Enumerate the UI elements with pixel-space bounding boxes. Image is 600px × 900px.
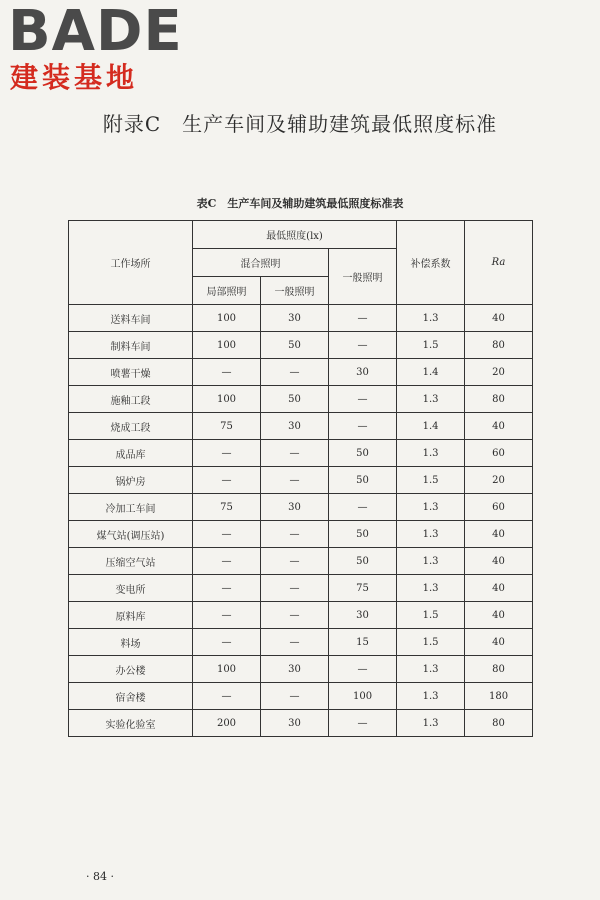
table-row [69,602,533,629]
table-row [69,494,533,521]
cell-general-only: 30 [329,359,397,386]
table-caption: 表C 生产车间及辅助建筑最低照度标准表 [196,197,404,210]
cell-general-lighting: 50 [261,386,329,413]
cell-ra: 20 [465,467,533,494]
table-row [69,467,533,494]
cell-ra: 40 [465,629,533,656]
cell-workplace: 料场 [69,629,193,656]
cell-local-lighting: 200 [193,710,261,737]
table-row [69,710,533,737]
cell-general-only: 100 [329,683,397,710]
table-row [69,656,533,683]
table-row [69,359,533,386]
header-compensation: 补偿系数 [397,221,465,305]
cell-ra: 80 [465,386,533,413]
cell-ra: 20 [465,359,533,386]
cell-general-lighting: — [261,467,329,494]
cell-general-lighting: 50 [261,332,329,359]
cell-general-lighting: 30 [261,494,329,521]
header-workplace: 工作场所 [69,221,193,305]
cell-workplace: 送料车间 [69,305,193,332]
cell-compensation: 1.3 [397,521,465,548]
cell-local-lighting: 100 [193,386,261,413]
cell-ra: 80 [465,332,533,359]
table-row [69,440,533,467]
cell-local-lighting: 100 [193,332,261,359]
table-row [69,332,533,359]
cell-ra: 60 [465,440,533,467]
cell-general-only: 75 [329,575,397,602]
cell-general-only: 50 [329,440,397,467]
header-local-lighting: 局部照明 [193,277,261,305]
cell-compensation: 1.3 [397,656,465,683]
cell-workplace: 压缩空气站 [69,548,193,575]
cell-local-lighting: — [193,440,261,467]
cell-general-lighting: — [261,548,329,575]
cell-compensation: 1.5 [397,467,465,494]
cell-local-lighting: 75 [193,494,261,521]
cell-ra: 60 [465,494,533,521]
cell-local-lighting: — [193,359,261,386]
cell-general-lighting: 30 [261,710,329,737]
table-header [69,221,533,305]
cell-compensation: 1.4 [397,413,465,440]
cell-ra: 40 [465,548,533,575]
cell-workplace: 制料车间 [69,332,193,359]
table-row [69,629,533,656]
cell-local-lighting: — [193,575,261,602]
header-min-illuminance: 最低照度(lx) [193,221,397,249]
cell-ra: 40 [465,413,533,440]
cell-workplace: 宿舍楼 [69,683,193,710]
cell-general-lighting: — [261,440,329,467]
cell-workplace: 原料库 [69,602,193,629]
cell-general-lighting: — [261,575,329,602]
cell-workplace: 实验化验室 [69,710,193,737]
cell-general-lighting: — [261,359,329,386]
cell-local-lighting: — [193,521,261,548]
cell-general-lighting: 30 [261,656,329,683]
cell-local-lighting: — [193,548,261,575]
cell-compensation: 1.3 [397,548,465,575]
cell-general-lighting: 30 [261,305,329,332]
cell-general-only: — [329,413,397,440]
cell-compensation: 1.3 [397,305,465,332]
illuminance-standard-table [68,220,533,737]
cell-ra: 40 [465,602,533,629]
cell-general-lighting: — [261,521,329,548]
cell-general-lighting: — [261,629,329,656]
cell-compensation: 1.3 [397,575,465,602]
header-general-lighting: 一般照明 [261,277,329,305]
cell-compensation: 1.3 [397,440,465,467]
brand-logo: BADE [8,0,183,64]
cell-general-lighting: — [261,683,329,710]
table-row [69,548,533,575]
cell-ra: 80 [465,710,533,737]
cell-general-lighting: 30 [261,413,329,440]
cell-ra: 40 [465,575,533,602]
cell-local-lighting: — [193,683,261,710]
cell-workplace: 煤气站(调压站) [69,521,193,548]
cell-workplace: 喷薯干燥 [69,359,193,386]
cell-workplace: 烧成工段 [69,413,193,440]
table-row [69,683,533,710]
cell-ra: 180 [465,683,533,710]
cell-local-lighting: — [193,629,261,656]
cell-local-lighting: 75 [193,413,261,440]
appendix-title: 附录C 生产车间及辅助建筑最低照度标准 [102,112,498,136]
cell-workplace: 变电所 [69,575,193,602]
cell-general-only: 50 [329,467,397,494]
header-ra: Ra [465,221,533,305]
cell-ra: 40 [465,521,533,548]
cell-general-only: 50 [329,548,397,575]
header-general-only: 一般照明 [329,249,397,305]
cell-local-lighting: — [193,467,261,494]
cell-workplace: 办公楼 [69,656,193,683]
cell-general-only: — [329,656,397,683]
page-number: · 84 · [86,870,114,883]
table-row [69,413,533,440]
cell-local-lighting: 100 [193,305,261,332]
cell-general-only: — [329,710,397,737]
table-body [69,305,533,737]
header-mixed-lighting: 混合照明 [193,249,329,277]
cell-local-lighting: — [193,602,261,629]
cell-general-only: — [329,332,397,359]
cell-workplace: 冷加工车间 [69,494,193,521]
cell-general-only: — [329,386,397,413]
cell-workplace: 施釉工段 [69,386,193,413]
cell-compensation: 1.4 [397,359,465,386]
cell-ra: 40 [465,305,533,332]
brand-subtitle: 建装基地 [10,61,139,94]
cell-compensation: 1.3 [397,494,465,521]
cell-local-lighting: 100 [193,656,261,683]
cell-ra: 80 [465,656,533,683]
cell-general-only: — [329,494,397,521]
cell-compensation: 1.3 [397,386,465,413]
cell-workplace: 锅炉房 [69,467,193,494]
cell-general-only: 50 [329,521,397,548]
cell-workplace: 成品库 [69,440,193,467]
cell-compensation: 1.5 [397,629,465,656]
cell-general-only: 15 [329,629,397,656]
cell-compensation: 1.3 [397,710,465,737]
cell-compensation: 1.3 [397,683,465,710]
cell-general-only: 30 [329,602,397,629]
cell-general-lighting: — [261,602,329,629]
cell-general-only: — [329,305,397,332]
cell-compensation: 1.5 [397,602,465,629]
table-row [69,521,533,548]
table-row [69,305,533,332]
cell-compensation: 1.5 [397,332,465,359]
table-row [69,575,533,602]
table-row [69,386,533,413]
